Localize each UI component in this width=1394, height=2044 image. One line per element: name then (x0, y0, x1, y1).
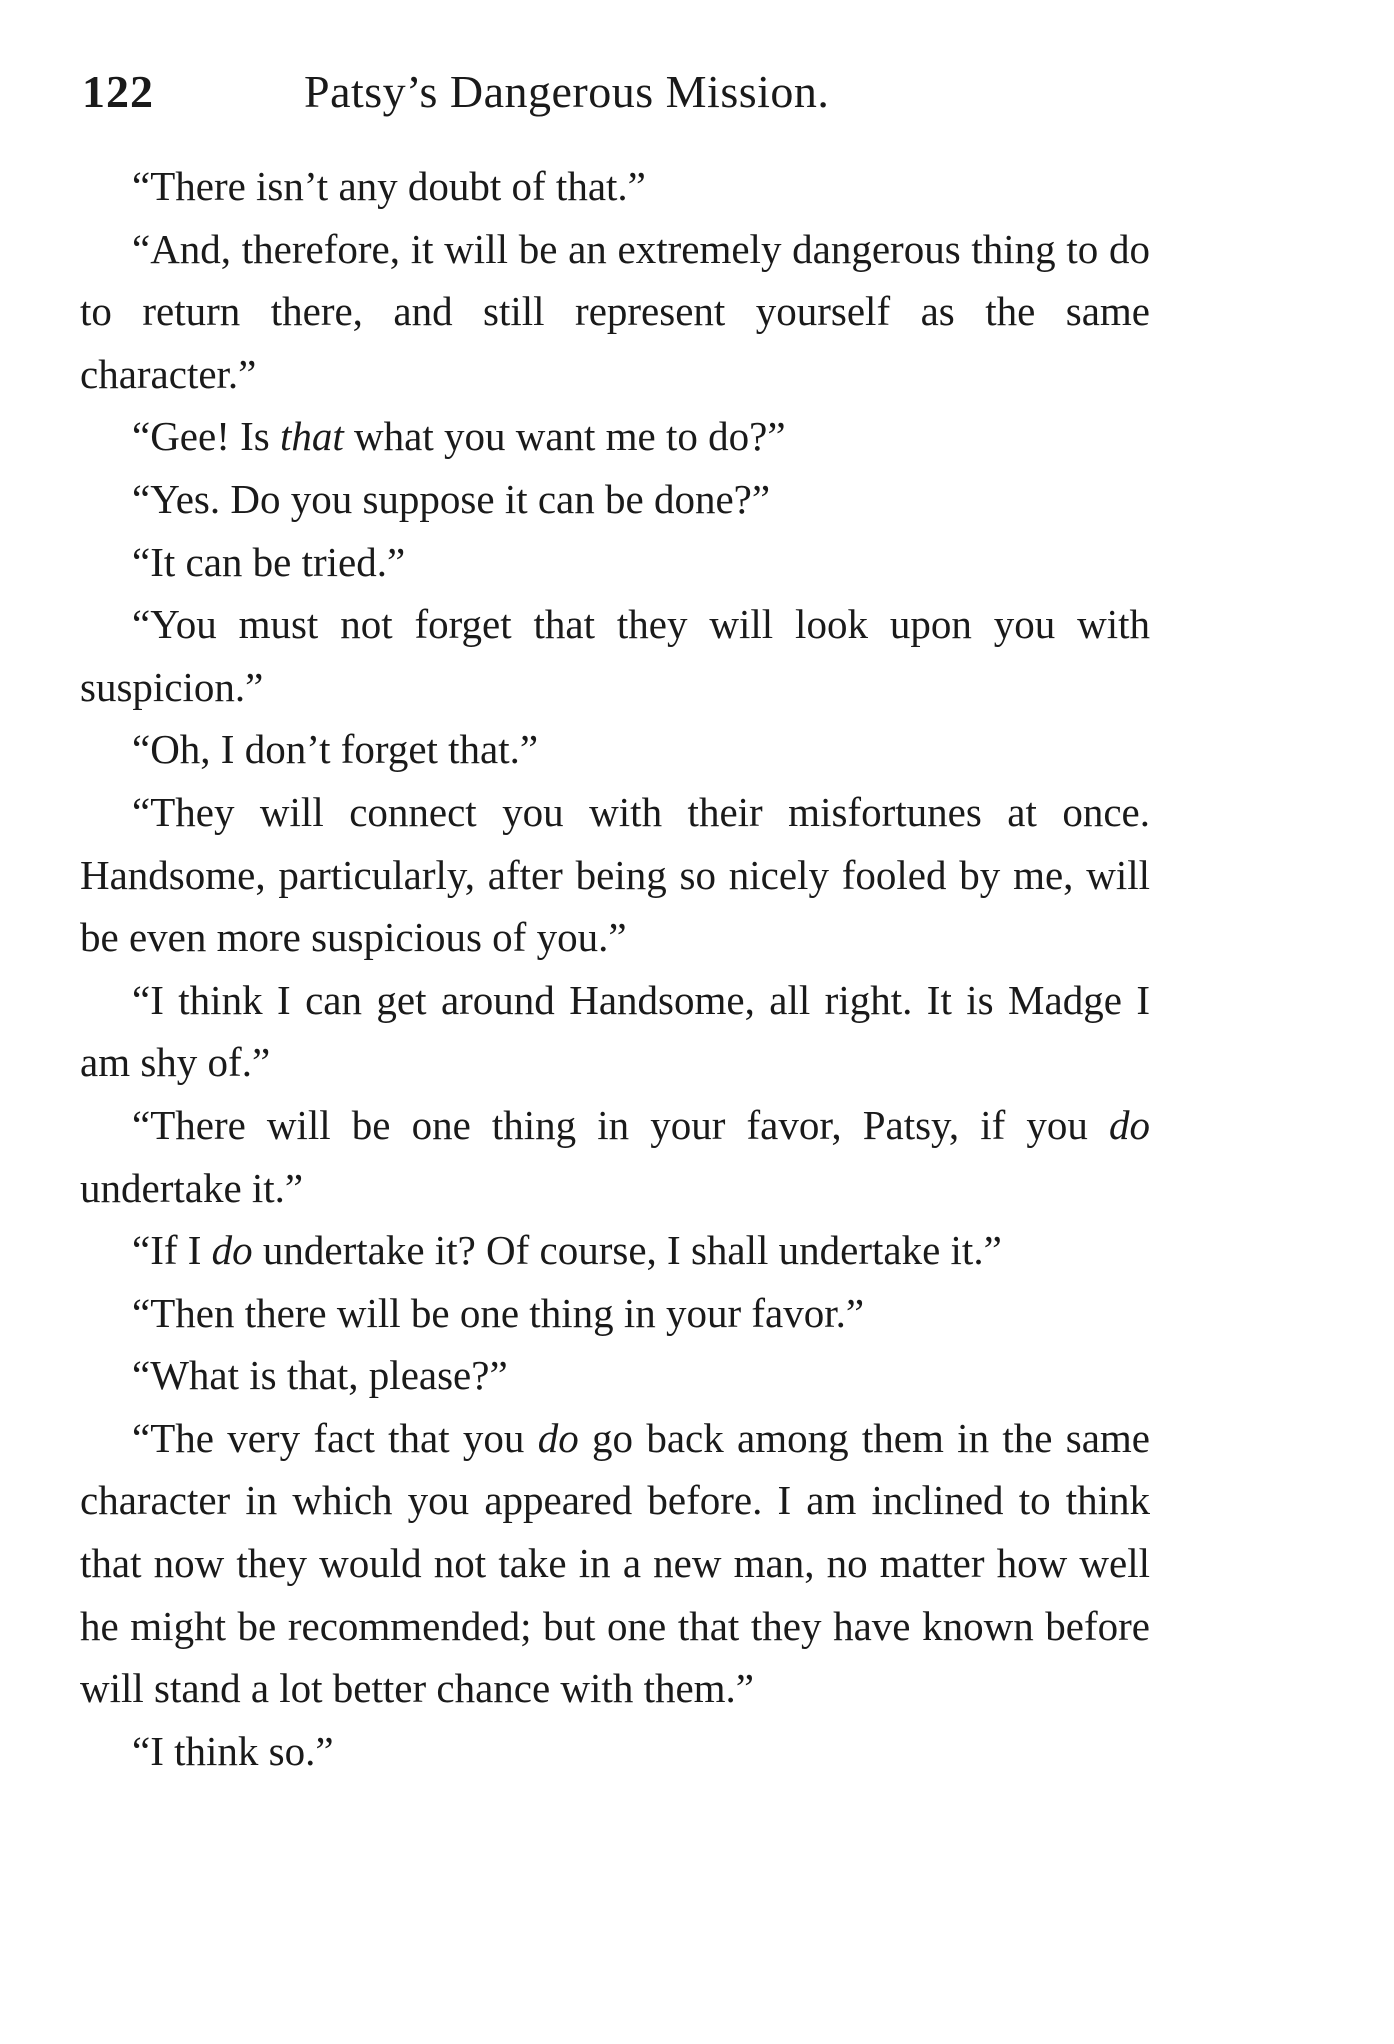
paragraph: “You must not forget that they will look upon you with suspicion.” (80, 601, 1150, 710)
page-number: 122 (82, 66, 154, 117)
paragraph: “I think so.” (132, 1727, 334, 1774)
paragraph: “If I do undertake it? Of course, I shall undertake it.” (132, 1227, 1002, 1274)
paragraph: “I think I can get around Handsome, all right. It is Madge I am shy of.” (80, 976, 1150, 1086)
paragraph: “And, therefore, it will be an extremely dangerous thing to do to return there, and still represent yourself as the same character.” (80, 225, 1150, 397)
running-head (82, 62, 1152, 122)
paragraph: “What is that, please?” (132, 1352, 508, 1399)
paragraph: “Then there will be one thing in your favor.” (132, 1289, 865, 1336)
italic-emphasis: do (537, 1414, 579, 1461)
paragraph: “There will be one thing in your favor, Patsy, if you do undertake it.” (80, 1101, 1150, 1211)
italic-emphasis: that (279, 413, 344, 460)
paragraph: “It can be tried.” (132, 538, 406, 585)
italic-emphasis: do (211, 1227, 253, 1274)
italic-emphasis: do (1109, 1101, 1150, 1148)
body-text (80, 155, 1150, 1782)
paragraph: “Gee! Is that what you want me to do?” (132, 413, 786, 460)
running-title: Patsy’s Dangerous Mission. (304, 66, 830, 117)
paragraph: “They will connect you with their misfortunes at once. Handsome, particularly, after being so nicely fooled by me, will be even more suspicious of you.” (80, 788, 1150, 961)
paragraph: “Yes. Do you suppose it can be done?” (132, 475, 771, 522)
paragraph: “There isn’t any doubt of that.” (132, 163, 646, 209)
paragraph: “The very fact that you do go back among them in the same character in which you appeared before. I am inclined to think that now they would not take in a new man, no matter how well he might be recommended; but one that they have known before will stand a lot better chance with them.” (80, 1414, 1151, 1712)
paragraph: “Oh, I don’t forget that.” (132, 726, 539, 773)
